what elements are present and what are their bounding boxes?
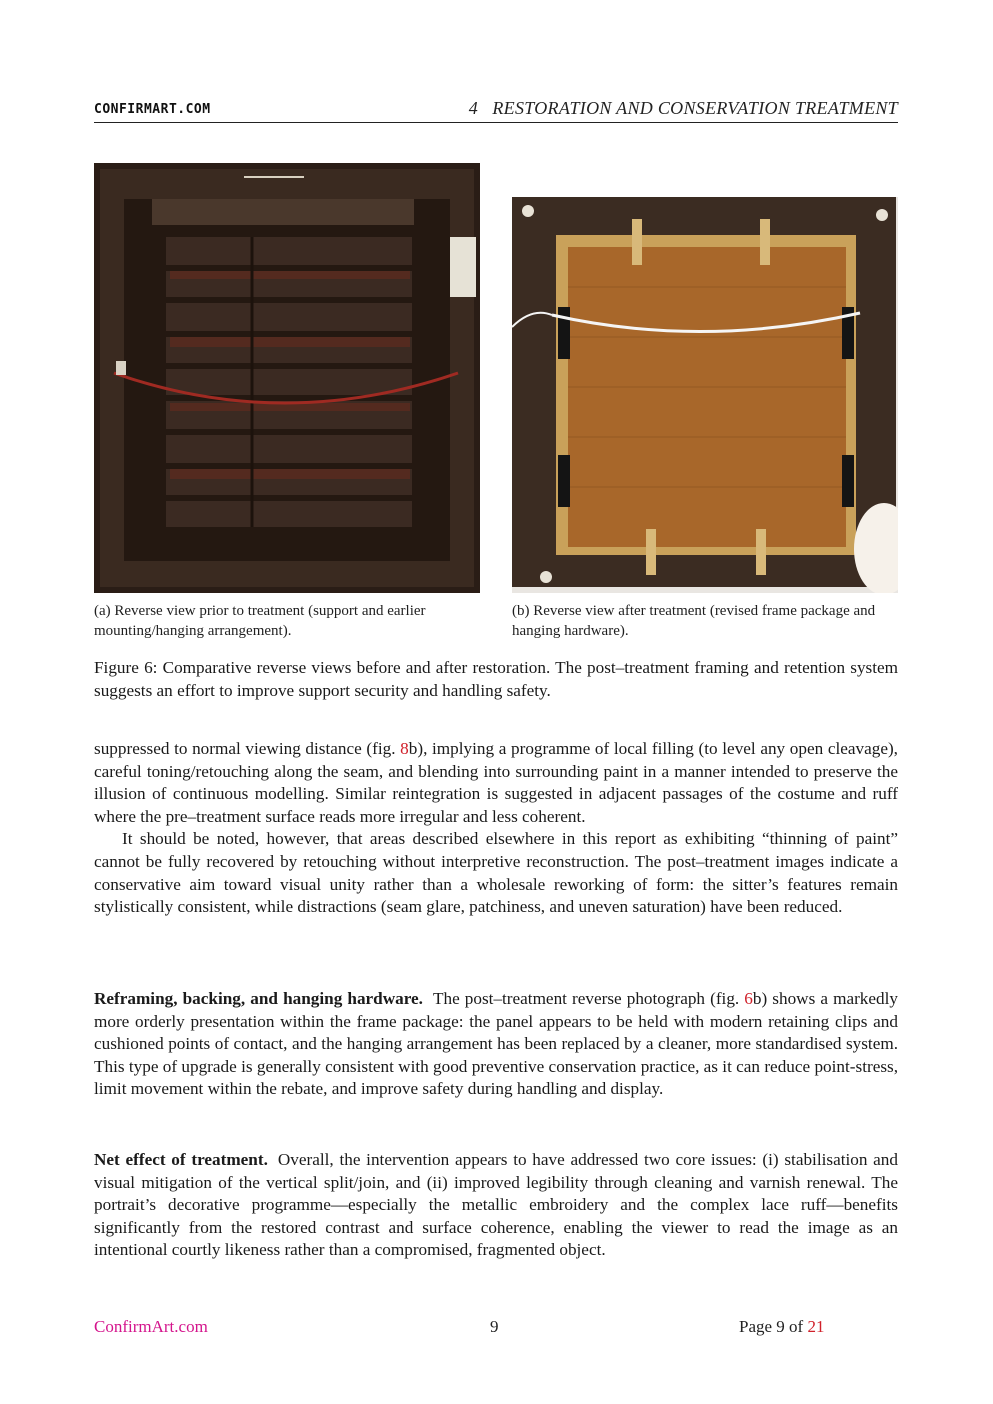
running-header <box>94 98 898 123</box>
body-text <box>94 738 898 919</box>
paragraph-3: Reframing, backing, and hanging hardware. The post–treatment reverse photograph (fig. 6b) shows a markedly more orderly presentation within the frame package: the panel appears to be held with modern retaining clips and cushioned points of contact, and the hanging arrangement has been replaced by a cleaner, more standardised system. This type of upgrade is generally consistent with good preventive conservation practice, as it can reduce point-stress, limit movement within the rebate, and improve safety during handling and display. <box>94 989 898 1099</box>
figure-ref-6[interactable]: 6 <box>744 989 753 1008</box>
figure-ref-8[interactable]: 8 <box>400 739 409 758</box>
net-effect-heading: Net effect of treatment. <box>94 1150 268 1169</box>
reframing-heading: Reframing, backing, and hanging hardware. <box>94 989 423 1008</box>
paragraph-2: It should be noted, however, that areas described elsewhere in this report as exhibiting “thinning of paint” cannot be fully recovered by retouching without interpretive reconstruction. The post–treatment images indicate a conservative aim toward visual unity rather than a wholesale reworking of form: the sitter’s features remain stylistically consistent, while distractions (seam glare, patchiness, and uneven saturation) have been reduced. <box>94 829 898 917</box>
reverse-after-illustration <box>512 197 898 593</box>
paragraph-1: suppressed to normal viewing distance (fig. 8b), implying a programme of local filling (to level any open cleavage), careful toning/retouching along the seam, and blending into surrounding paint in a manner intended to preserve the illusion of continuous modelling. Similar reintegration is suggested in adjacent passages of the costume and ruff where the pre–treatment surface reads more irregular and less coherent. <box>94 739 898 826</box>
section-title: 4 RESTORATION AND CONSERVATION TREATMENT <box>468 98 898 118</box>
footer-page-label: Page 9 of 21 <box>739 1317 825 1336</box>
reverse-before-illustration <box>94 163 480 593</box>
subcaption-a: (a) Reverse view prior to treatment (support and earlier mounting/hanging arrangement). <box>94 603 426 639</box>
paragraph-4: Net effect of treatment. Overall, the intervention appears to have addressed two core issues: (i) stabilisation and visual mitigation of the vertical split/join, and (ii) improved legibility through cleaning and varnish renewal. The portrait’s decorative programme—especially the metallic embroidery and the complex lace ruff—benefits significantly from the restored contrast and surface coherence, enabling the viewer to read the image as an intentional courtly likeness rather than a compromised, fragmented object. <box>94 1150 898 1260</box>
footer-page-number: 9 <box>490 1317 499 1336</box>
net-effect-section <box>94 1149 898 1262</box>
footer-site-link[interactable]: ConfirmArt.com <box>94 1317 208 1336</box>
photo-reverse-after <box>512 197 898 593</box>
photo-reverse-before <box>94 163 480 593</box>
figure-caption: Figure 6: Comparative reverse views before and after restoration. The post–treatment framing and retention system suggests an effort to improve support security and handling safety. <box>94 658 898 700</box>
site-logo: CONFIRMART.COM <box>94 102 211 117</box>
subcaption-b: (b) Reverse view after treatment (revised frame package and hanging hardware). <box>512 603 876 639</box>
reframing-section <box>94 988 898 1101</box>
footer-total-pages-link[interactable]: 21 <box>807 1317 825 1336</box>
